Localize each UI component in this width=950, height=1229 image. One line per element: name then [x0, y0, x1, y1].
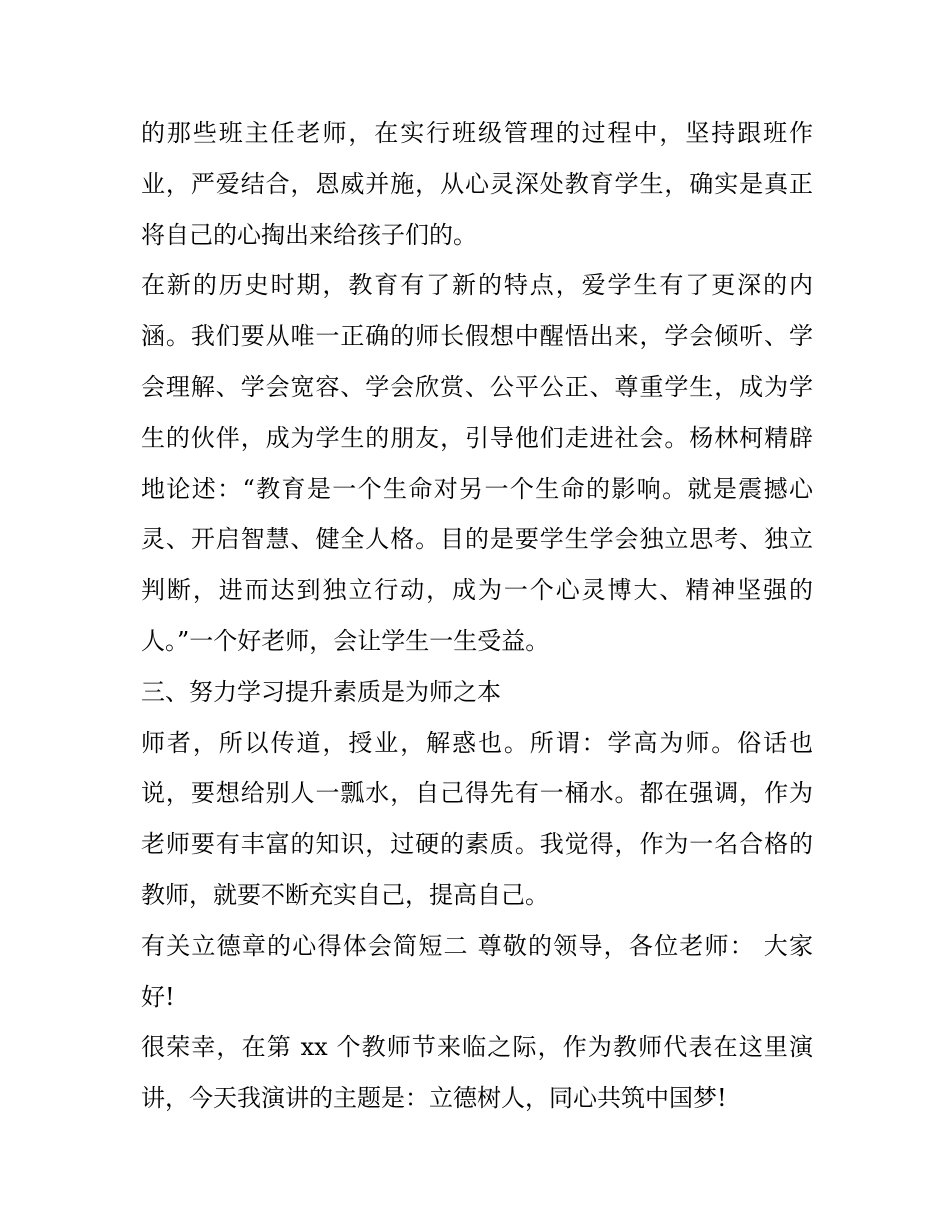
- text-line: 在新的历史时期，教育有了新的特点，爱学生有了更深的内: [141, 271, 813, 300]
- text-line: 判断，进而达到独立行动，成为一个心灵博大、精神坚强的: [141, 576, 813, 605]
- text-line: 讲，今天我演讲的主题是：立德树人，同心共筑中国梦!: [141, 1084, 727, 1113]
- text-line: 说，要想给别人一瓢水，自己得先有一桶水。都在强调，作为: [141, 779, 813, 808]
- body-text: [141, 108, 813, 1124]
- text-line: 将自己的心掏出来给孩子们的。: [141, 220, 477, 249]
- text-line: 人。”一个好老师，会让学生一生受益。: [141, 626, 550, 655]
- text-line: 灵、开启智慧、健全人格。目的是要学生学会独立思考、独立: [141, 525, 813, 554]
- text-line: 生的伙伴，成为学生的朋友，引导他们走进社会。杨林柯精辟: [141, 423, 813, 452]
- text-line: 教师，就要不断充实自己，提高自己。: [141, 880, 549, 909]
- text-line: 师者，所以传道，授业，解惑也。所谓：学高为师。俗话也: [141, 728, 813, 757]
- text-line: 业，严爱结合，恩威并施，从心灵深处教育学生，确实是真正: [141, 169, 813, 198]
- text-line: 好!: [141, 982, 175, 1011]
- text-line: 地论述：“教育是一个生命对另一个生命的影响。就是震撼心: [141, 474, 813, 503]
- text-line: 老师要有丰富的知识，过硬的素质。我觉得，作为一名合格的: [141, 830, 813, 859]
- text-line: 涵。我们要从唯一正确的师长假想中醒悟出来，学会倾听、学: [141, 322, 813, 351]
- text-line: 有关立德章的心得体会简短二 尊敬的领导，各位老师： 大家: [141, 931, 813, 960]
- section-heading: 三、努力学习提升素质是为师之本: [141, 677, 501, 706]
- text-line: 的那些班主任老师，在实行班级管理的过程中，坚持跟班作: [141, 119, 813, 147]
- text-line: 会理解、学会宽容、学会欣赏、公平公正、尊重学生，成为学: [141, 372, 813, 401]
- text-line: 很荣幸，在第 xx 个教师节来临之际，作为教师代表在这里演: [141, 1033, 813, 1062]
